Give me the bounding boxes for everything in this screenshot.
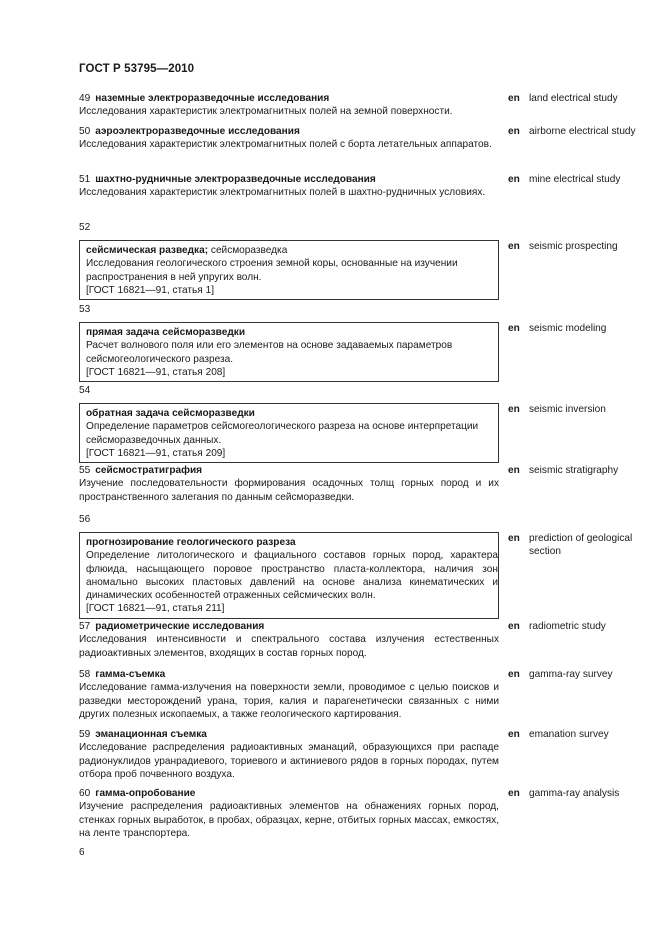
entry-number: 50 [79, 126, 91, 137]
term-definition: Расчет волнового поля или его элементов на основе задаваемых параметров сейсмогеологического разреза. [86, 340, 453, 365]
page-number: 6 [79, 847, 85, 858]
entry-number: 57 [79, 621, 91, 632]
term-entry-60 [79, 787, 499, 840]
term-source: [ГОСТ 16821—91, статья 209] [86, 447, 226, 459]
term-entry-57 [79, 620, 499, 660]
english-equivalent: gamma-ray analysis [529, 788, 620, 799]
term-title: обратная задача сейсморазведки [86, 408, 255, 419]
term-synonym: сейсморазведка [210, 245, 288, 256]
term-definition: Исследование гамма-излучения на поверхности земли, проводимое с целью поисков и разведки месторождений урана, тория, калия и парагенетически связанных с ними других полезных ископаемых, а также геологического картирования. [79, 682, 499, 720]
english-equivalent: emanation survey [529, 729, 609, 740]
english-equivalent: prediction of geological section [529, 533, 633, 558]
term-definition: Изучение распределения радиоактивных элементов на обнажениях горных пород, стенках горных выработок, в пробах, образцах, керне, отбитых горных массах, емкостях, на ленте транспортера. [79, 801, 499, 839]
entry-number: 49 [79, 93, 91, 104]
term-entry-52 [79, 221, 499, 300]
term-definition: Исследования характеристик электромагнитных полей с борта летательных аппаратов. [79, 139, 492, 151]
term-entry-53 [79, 303, 499, 382]
lang-code: en [508, 404, 520, 415]
term-entry-54 [79, 384, 499, 463]
english-equivalent: radiometric study [529, 621, 606, 632]
lang-code: en [508, 174, 520, 185]
term-entry-49 [79, 92, 499, 119]
lang-code: en [508, 241, 520, 252]
entry-number: 51 [79, 174, 91, 185]
document-header: ГОСТ Р 53795—2010 [79, 63, 195, 75]
entry-number: 54 [79, 385, 91, 396]
term-entry-51 [79, 173, 499, 200]
entry-number: 60 [79, 788, 91, 799]
term-title: прямая задача сейсморазведки [86, 327, 246, 338]
lang-code: en [508, 669, 520, 680]
term-definition: Определение литологического и фациального составов горных пород, характера флюида, насыщающего поровое пространство пласта-коллектора, наличия зон аномально высоких пластовых давлений на основе анализа кинематических и динамических особенностей отраженных сейсмических волн. [86, 550, 498, 602]
term-source: [ГОСТ 16821—91, статья 211] [86, 603, 225, 615]
term-entry-59 [79, 728, 499, 781]
term-definition: Исследования характеристик электромагнитных полей на земной поверхности. [79, 106, 453, 118]
english-equivalent: airborne electrical study [529, 126, 636, 137]
term-entry-50 [79, 125, 499, 152]
english-equivalent: seismic inversion [529, 404, 606, 415]
lang-code: en [508, 323, 520, 334]
lang-code: en [508, 126, 520, 137]
entry-number: 58 [79, 669, 91, 680]
term-frame [79, 403, 499, 463]
term-title: гамма-опробование [95, 788, 196, 799]
english-equivalent: seismic stratigraphy [529, 465, 619, 476]
entry-number: 59 [79, 729, 91, 740]
term-frame [79, 532, 499, 619]
lang-code: en [508, 621, 520, 632]
term-title: сейсмостратиграфия [95, 465, 203, 476]
english-equivalent: land electrical study [529, 93, 618, 104]
term-definition: Определение параметров сейсмогеологического разреза на основе интерпретации сейсморазведочных данных. [86, 421, 479, 446]
term-entry-56 [79, 513, 499, 619]
term-title: аэроэлектроразведочные исследования [95, 126, 300, 137]
lang-code: en [508, 465, 520, 476]
term-entry-58 [79, 668, 499, 721]
term-source: [ГОСТ 16821—91, статья 208] [86, 366, 226, 378]
english-equivalent: seismic modeling [529, 323, 607, 334]
term-title: шахтно-рудничные электроразведочные исследования [95, 174, 376, 185]
lang-code: en [508, 788, 520, 799]
term-title: гамма-съемка [95, 669, 166, 680]
term-title: прогнозирование геологического разреза [86, 537, 296, 548]
term-title: радиометрические исследования [95, 621, 265, 632]
term-title: эманационная съемка [95, 729, 207, 740]
entry-number: 52 [79, 222, 91, 233]
entry-number: 55 [79, 465, 91, 476]
term-frame [79, 240, 499, 300]
term-definition: Исследование распределения радиоактивных эманаций, образующихся при распаде радионуклидов уранрадиевого, ториевого и актиниевого рядов в горных породах, путем отбора проб почвенного воздуха. [79, 742, 499, 780]
lang-code: en [508, 93, 520, 104]
lang-code: en [508, 533, 520, 544]
term-title: сейсмическая разведка; [86, 245, 211, 256]
term-title: наземные электроразведочные исследования [95, 93, 330, 104]
term-definition: Изучение последовательности формирования осадочных толщ горных пород и их пространственного залегания по данным сейсморазведки. [79, 478, 499, 503]
lang-code: en [508, 729, 520, 740]
term-frame [79, 322, 499, 382]
term-definition: Исследования геологического строения земной коры, основанные на изучении распространения в ней упругих волн. [86, 258, 458, 283]
entry-number: 56 [79, 514, 91, 525]
english-equivalent: gamma-ray survey [529, 669, 613, 680]
term-entry-55 [79, 464, 499, 504]
term-source: [ГОСТ 16821—91, статья 1] [86, 284, 214, 296]
term-definition: Исследования интенсивности и спектрального состава излучения естественных радиоактивных элементов, входящих в состав горных пород. [79, 634, 499, 659]
term-definition: Исследования характеристик электромагнитных полей в шахтно-рудничных условиях. [79, 187, 486, 199]
english-equivalent: seismic prospecting [529, 241, 618, 252]
english-equivalent: mine electrical study [529, 174, 621, 185]
entry-number: 53 [79, 304, 91, 315]
